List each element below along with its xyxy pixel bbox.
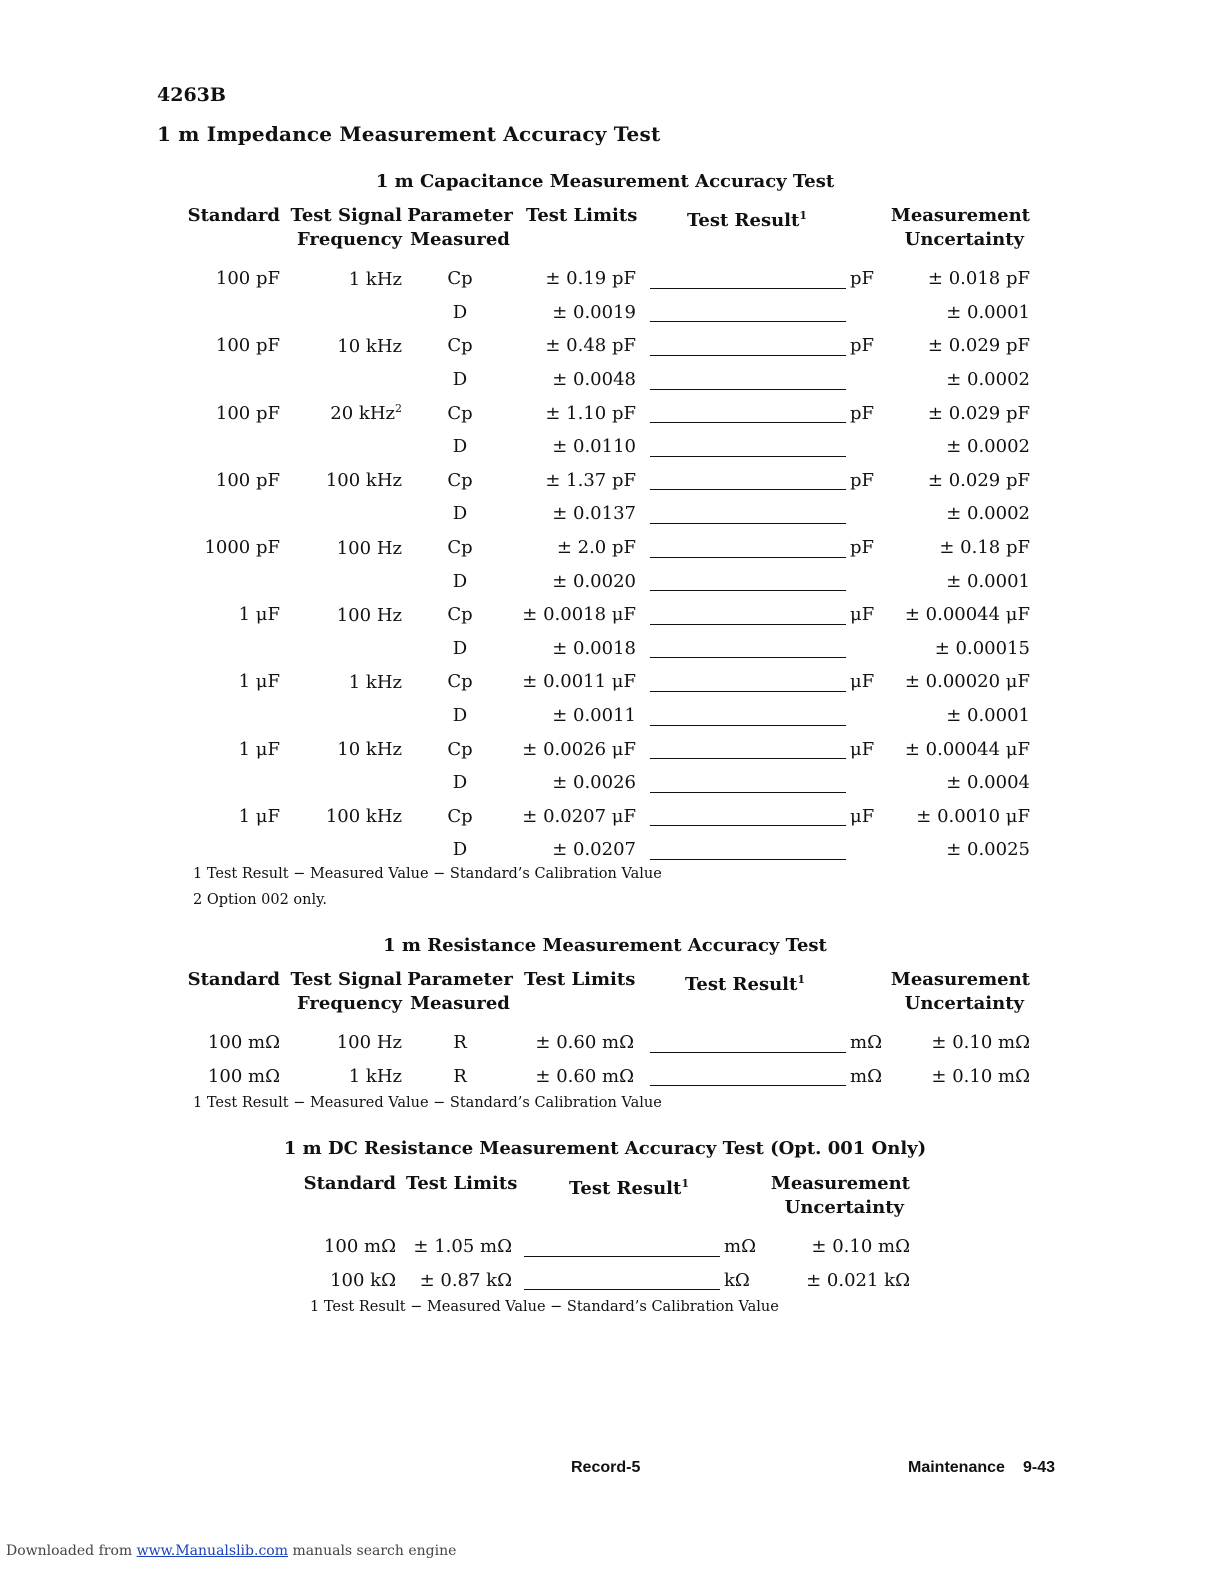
result-unit-cell: pF <box>850 268 875 290</box>
result-entry-cell <box>646 800 850 834</box>
result-unit-cell <box>850 363 884 397</box>
table-row <box>180 665 1030 699</box>
result-unit-cell: pF <box>850 469 875 491</box>
result-entry-line[interactable] <box>650 707 846 726</box>
standard-cell: 1 μF <box>238 738 280 760</box>
uncertainty-cell: ± 0.00015 <box>934 637 1030 659</box>
table-row <box>300 1230 910 1264</box>
table-row <box>180 464 1030 498</box>
download-banner <box>6 1543 456 1559</box>
table-row <box>180 262 1030 296</box>
result-entry-cell <box>646 329 850 363</box>
test-limit-cell: ± 0.60 mΩ <box>535 1032 634 1054</box>
parameter-cell: D <box>452 772 468 794</box>
test-limit-cell: ± 1.10 pF <box>545 402 636 424</box>
result-entry-cell <box>646 464 850 498</box>
parameter-cell: D <box>452 301 468 323</box>
page-number: 9-43 <box>1023 1459 1056 1476</box>
frequency-cell: 100 Hz <box>336 1032 402 1054</box>
uncertainty-cell: ± 0.00020 μF <box>904 671 1030 693</box>
standard-cell <box>180 833 280 867</box>
result-entry-cell <box>646 363 850 397</box>
frequency-cell <box>280 598 402 632</box>
test-limit-cell: ± 0.0011 <box>552 705 636 727</box>
result-entry-cell <box>646 632 850 666</box>
test-limit-cell: ± 0.48 pF <box>545 335 636 357</box>
result-entry-line[interactable] <box>650 841 846 860</box>
table-row <box>180 497 1030 531</box>
parameter-cell: Cp <box>447 604 473 626</box>
uncertainty-cell: ± 0.0002 <box>946 503 1030 525</box>
result-entry-line[interactable] <box>650 807 846 826</box>
col-uncertainty: Measurement Uncertainty <box>890 205 1030 250</box>
result-unit-cell <box>850 564 884 598</box>
frequency-value: 10 kHz <box>337 335 402 357</box>
frequency-cell <box>280 464 402 498</box>
table-row <box>300 1264 910 1298</box>
frequency-value: 100 Hz <box>336 537 402 559</box>
parameter-cell: Cp <box>447 671 473 693</box>
frequency-cell <box>280 833 402 867</box>
standard-cell: 100 kΩ <box>330 1269 396 1291</box>
result-entry-line[interactable] <box>650 572 846 591</box>
result-unit-cell: pF <box>850 537 875 559</box>
result-unit-cell: mΩ <box>724 1236 756 1258</box>
table-row <box>180 699 1030 733</box>
frequency-value: 10 kHz <box>337 739 402 761</box>
document-model: 4263B <box>157 84 226 106</box>
test-limit-cell: ± 1.05 mΩ <box>413 1236 512 1258</box>
frequency-cell <box>280 296 402 330</box>
table-row <box>180 1026 1030 1060</box>
result-entry-line[interactable] <box>524 1238 720 1257</box>
table-row <box>180 363 1030 397</box>
standard-cell: 100 pF <box>215 335 280 357</box>
uncertainty-cell: ± 0.029 pF <box>927 335 1030 357</box>
frequency-value: 100 kHz <box>325 806 402 828</box>
result-entry-cell <box>646 1026 850 1060</box>
test-limit-cell: ± 0.0026 <box>552 772 636 794</box>
test-limit-cell: ± 0.0018 <box>552 637 636 659</box>
frequency-value: 100 kHz <box>325 470 402 492</box>
resistance-table <box>180 968 1030 1093</box>
result-entry-line[interactable] <box>650 639 846 658</box>
test-limit-cell: ± 0.0048 <box>552 369 636 391</box>
result-unit-cell <box>850 766 884 800</box>
parameter-cell: Cp <box>447 738 473 760</box>
uncertainty-cell: ± 0.10 mΩ <box>811 1236 910 1258</box>
result-unit-cell: μF <box>850 805 875 827</box>
result-entry-line[interactable] <box>650 1067 846 1086</box>
test-limit-cell: ± 0.87 kΩ <box>419 1269 512 1291</box>
standard-cell <box>180 363 280 397</box>
frequency-value: 100 Hz <box>336 604 402 626</box>
result-entry-line[interactable] <box>524 1271 720 1290</box>
col-standard: Standard <box>187 205 280 226</box>
standard-cell <box>180 430 280 464</box>
result-entry-line[interactable] <box>650 1034 846 1053</box>
standard-cell: 100 pF <box>215 268 280 290</box>
frequency-value: 20 kHz <box>330 403 395 425</box>
result-entry-cell <box>646 699 850 733</box>
standard-cell <box>180 296 280 330</box>
result-entry-line[interactable] <box>650 606 846 625</box>
uncertainty-cell: ± 0.00044 μF <box>904 604 1030 626</box>
test-limit-cell: ± 0.0018 μF <box>522 604 636 626</box>
standard-cell: 100 pF <box>215 402 280 424</box>
result-entry-line[interactable] <box>650 438 846 457</box>
col-standard: Standard <box>303 1173 396 1194</box>
table-row <box>180 430 1030 464</box>
table-row <box>180 329 1030 363</box>
result-entry-line[interactable] <box>650 673 846 692</box>
result-unit-cell: pF <box>850 402 875 424</box>
section-title: 1 m Impedance Measurement Accuracy Test <box>157 122 661 146</box>
frequency-footnote-mark: 2 <box>395 402 402 416</box>
col-test-result: Test Result$^1$ <box>687 209 807 231</box>
dc-resistance-footnote-1: 1 Test Result − Measured Value − Standard’s Calibration Value <box>310 1299 779 1315</box>
test-limit-cell: ± 0.0207 μF <box>522 805 636 827</box>
uncertainty-cell: ± 0.0004 <box>946 772 1030 794</box>
parameter-cell: Cp <box>447 469 473 491</box>
result-unit-cell <box>850 430 884 464</box>
record-label: Record-5 <box>571 1459 641 1476</box>
result-unit-cell: μF <box>850 671 875 693</box>
result-entry-line[interactable] <box>650 505 846 524</box>
result-entry-cell <box>646 598 850 632</box>
col-test-result: Test Result$^1$ <box>569 1177 689 1199</box>
test-limit-cell: ± 0.0026 μF <box>522 738 636 760</box>
standard-cell: 100 pF <box>215 469 280 491</box>
parameter-cell: Cp <box>447 805 473 827</box>
frequency-cell <box>280 396 402 430</box>
uncertainty-cell: ± 0.021 kΩ <box>806 1269 910 1291</box>
table-row <box>180 766 1030 800</box>
frequency-cell <box>280 262 402 296</box>
result-entry-cell <box>646 430 850 464</box>
result-entry-line[interactable] <box>650 337 846 356</box>
result-unit-cell <box>850 296 884 330</box>
uncertainty-cell: ± 0.0002 <box>946 369 1030 391</box>
table-row <box>180 564 1030 598</box>
uncertainty-cell: ± 0.18 pF <box>939 537 1030 559</box>
col-uncertainty: Measurement Uncertainty <box>770 1173 910 1218</box>
uncertainty-cell: ± 0.029 pF <box>927 402 1030 424</box>
frequency-cell <box>280 430 402 464</box>
result-entry-cell <box>646 531 850 565</box>
frequency-cell <box>280 665 402 699</box>
col-standard: Standard <box>187 969 280 990</box>
frequency-cell <box>280 497 402 531</box>
parameter-cell: Cp <box>447 335 473 357</box>
test-limit-cell: ± 0.19 pF <box>545 268 636 290</box>
frequency-cell <box>280 363 402 397</box>
col-uncertainty: Measurement Uncertainty <box>890 969 1030 1014</box>
parameter-cell: Cp <box>447 537 473 559</box>
parameter-cell: D <box>452 839 468 861</box>
parameter-cell: D <box>452 436 468 458</box>
capacitance-footnote-2: 2 Option 002 only. <box>193 892 328 908</box>
result-entry-line[interactable] <box>650 270 846 289</box>
result-entry-cell <box>646 732 850 766</box>
table-row <box>180 732 1030 766</box>
frequency-cell <box>280 564 402 598</box>
col-test-limits: Test Limits <box>406 1173 518 1194</box>
parameter-cell: Cp <box>447 268 473 290</box>
uncertainty-cell: ± 0.0025 <box>946 839 1030 861</box>
download-suffix: manuals search engine <box>292 1543 457 1559</box>
result-entry-line[interactable] <box>650 371 846 390</box>
resistance-footnote-1: 1 Test Result − Measured Value − Standard’s Calibration Value <box>193 1095 662 1111</box>
table-row <box>180 800 1030 834</box>
col-frequency: Test Signal Frequency <box>290 205 402 250</box>
table-row <box>180 396 1030 430</box>
frequency-cell <box>280 732 402 766</box>
test-limit-cell: ± 0.0137 <box>552 503 636 525</box>
parameter-cell: Cp <box>447 402 473 424</box>
parameter-cell: R <box>453 1032 467 1054</box>
uncertainty-cell: ± 0.0001 <box>946 705 1030 727</box>
result-entry-cell <box>520 1264 724 1298</box>
result-entry-line[interactable] <box>650 539 846 558</box>
uncertainty-cell: ± 0.10 mΩ <box>931 1065 1030 1087</box>
frequency-cell <box>280 699 402 733</box>
col-parameter: Parameter Measured <box>407 205 513 250</box>
result-entry-line[interactable] <box>650 303 846 322</box>
col-test-limits: Test Limits <box>524 969 636 990</box>
result-unit-cell <box>850 632 884 666</box>
standard-cell <box>180 766 280 800</box>
result-entry-cell <box>646 766 850 800</box>
uncertainty-cell: ± 0.00044 μF <box>904 738 1030 760</box>
capacitance-footnote-1: 1 Test Result − Measured Value − Standard’s Calibration Value <box>193 866 662 882</box>
result-entry-cell <box>646 665 850 699</box>
result-unit-cell <box>850 497 884 531</box>
frequency-cell <box>280 632 402 666</box>
test-limit-cell: ± 0.60 mΩ <box>535 1065 634 1087</box>
result-entry-line[interactable] <box>650 740 846 759</box>
result-entry-cell <box>646 396 850 430</box>
uncertainty-cell: ± 0.0010 μF <box>916 805 1030 827</box>
test-limit-cell: ± 1.37 pF <box>545 469 636 491</box>
dc-resistance-table <box>300 1172 910 1297</box>
result-unit-cell: μF <box>850 738 875 760</box>
col-test-limits: Test Limits <box>526 205 638 226</box>
parameter-cell: D <box>452 705 468 727</box>
standard-cell <box>180 564 280 598</box>
standard-cell <box>180 632 280 666</box>
standard-cell: 1 μF <box>238 805 280 827</box>
uncertainty-cell: ± 0.0001 <box>946 301 1030 323</box>
result-entry-cell <box>646 833 850 867</box>
result-entry-line[interactable] <box>650 471 846 490</box>
result-unit-cell <box>850 833 884 867</box>
result-unit-cell: kΩ <box>724 1269 750 1291</box>
standard-cell: 100 mΩ <box>207 1065 280 1087</box>
result-unit-cell <box>850 699 884 733</box>
result-entry-cell <box>520 1230 724 1264</box>
standard-cell: 100 mΩ <box>323 1236 396 1258</box>
parameter-cell: R <box>453 1065 467 1087</box>
uncertainty-cell: ± 0.0001 <box>946 570 1030 592</box>
frequency-cell <box>280 766 402 800</box>
frequency-cell <box>280 800 402 834</box>
standard-cell: 1 μF <box>238 604 280 626</box>
standard-cell <box>180 497 280 531</box>
test-limit-cell: ± 2.0 pF <box>556 537 636 559</box>
test-limit-cell: ± 0.0011 μF <box>522 671 636 693</box>
result-unit-cell: mΩ <box>850 1032 882 1054</box>
result-entry-cell <box>646 497 850 531</box>
result-entry-cell <box>646 1060 850 1094</box>
uncertainty-cell: ± 0.10 mΩ <box>931 1032 1030 1054</box>
result-unit-cell: pF <box>850 335 875 357</box>
capacitance-table-title: 1 m Capacitance Measurement Accuracy Test <box>375 171 835 192</box>
result-entry-line[interactable] <box>650 774 846 793</box>
standard-cell: 1 μF <box>238 671 280 693</box>
resistance-table-title: 1 m Resistance Measurement Accuracy Test <box>383 935 827 956</box>
frequency-value: 1 kHz <box>348 268 402 290</box>
parameter-cell: D <box>452 570 468 592</box>
footer-section: Maintenance <box>908 1459 1005 1476</box>
result-entry-line[interactable] <box>650 404 846 423</box>
result-entry-cell <box>646 564 850 598</box>
col-parameter: Parameter Measured <box>407 969 513 1014</box>
col-frequency: Test Signal Frequency <box>290 969 402 1014</box>
table-row <box>180 598 1030 632</box>
capacitance-table <box>180 204 1030 867</box>
uncertainty-cell: ± 0.029 pF <box>927 469 1030 491</box>
standard-cell: 100 mΩ <box>207 1032 280 1054</box>
result-unit-cell: μF <box>850 604 875 626</box>
table-row <box>180 833 1030 867</box>
table-row <box>180 531 1030 565</box>
uncertainty-cell: ± 0.0002 <box>946 436 1030 458</box>
frequency-cell: 1 kHz <box>348 1065 402 1087</box>
manualslib-link[interactable]: www.Manualslib.com <box>136 1543 288 1559</box>
parameter-cell: D <box>452 369 468 391</box>
frequency-value: 1 kHz <box>348 671 402 693</box>
table-row <box>180 632 1030 666</box>
download-prefix: Downloaded from <box>6 1543 133 1559</box>
dc-resistance-table-title: 1 m DC Resistance Measurement Accuracy Test (Opt. 001 Only) <box>283 1138 927 1159</box>
standard-cell <box>180 699 280 733</box>
test-limit-cell: ± 0.0207 <box>552 839 636 861</box>
result-unit-cell: mΩ <box>850 1065 882 1087</box>
uncertainty-cell: ± 0.018 pF <box>927 268 1030 290</box>
test-limit-cell: ± 0.0020 <box>552 570 636 592</box>
frequency-cell <box>280 329 402 363</box>
test-limit-cell: ± 0.0110 <box>552 436 636 458</box>
result-entry-cell <box>646 296 850 330</box>
table-row <box>180 1060 1030 1094</box>
parameter-cell: D <box>452 503 468 525</box>
col-test-result: Test Result$^1$ <box>685 973 805 995</box>
table-row <box>180 296 1030 330</box>
test-limit-cell: ± 0.0019 <box>552 301 636 323</box>
frequency-cell <box>280 531 402 565</box>
result-entry-cell <box>646 262 850 296</box>
standard-cell: 1000 pF <box>204 537 280 559</box>
parameter-cell: D <box>452 637 468 659</box>
